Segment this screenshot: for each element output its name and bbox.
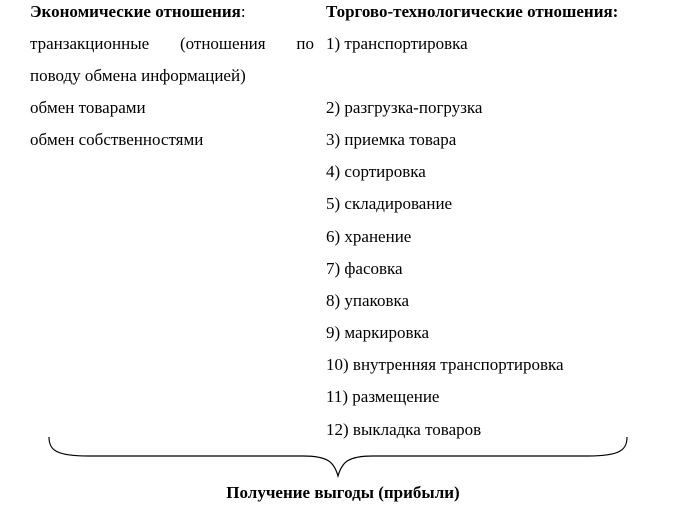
economic-relations-heading-colon: :	[240, 2, 246, 21]
trade-technological-relations-heading: Торгово-технологические отношения:	[326, 2, 619, 21]
list-item: 1) транспортировка	[326, 34, 468, 53]
economic-relations-heading: Экономические отношения	[30, 2, 241, 21]
list-item: 6) хранение	[326, 227, 412, 246]
justified-word: транзакционные	[30, 34, 150, 53]
property-exchange-item: обмен собственностями	[30, 130, 204, 149]
list-item: 11) размещение	[326, 387, 440, 406]
list-item: 9) маркировка	[326, 323, 430, 342]
list-item: 10) внутренняя транспортировка	[326, 355, 564, 374]
justified-word: (отношения	[179, 34, 266, 53]
transactional-relations-line-1	[30, 34, 314, 54]
result-profit-text: Получение выгоды (прибыли)	[226, 483, 460, 502]
list-item: 4) сортировка	[326, 162, 426, 181]
list-item: 12) выкладка товаров	[326, 420, 482, 439]
goods-exchange-item: обмен товарами	[30, 98, 146, 117]
list-item: 7) фасовка	[326, 259, 403, 278]
economic-relations-heading-line	[30, 2, 246, 22]
list-item: 2) разгрузка-погрузка	[326, 98, 483, 117]
list-item: 3) приемка товара	[326, 130, 457, 149]
curly-brace	[48, 436, 628, 478]
transactional-relations-line-2: поводу обмена информацией)	[30, 66, 246, 85]
justified-word: по	[296, 34, 314, 53]
list-item: 5) складирование	[326, 194, 453, 213]
list-item: 8) упаковка	[326, 291, 410, 310]
